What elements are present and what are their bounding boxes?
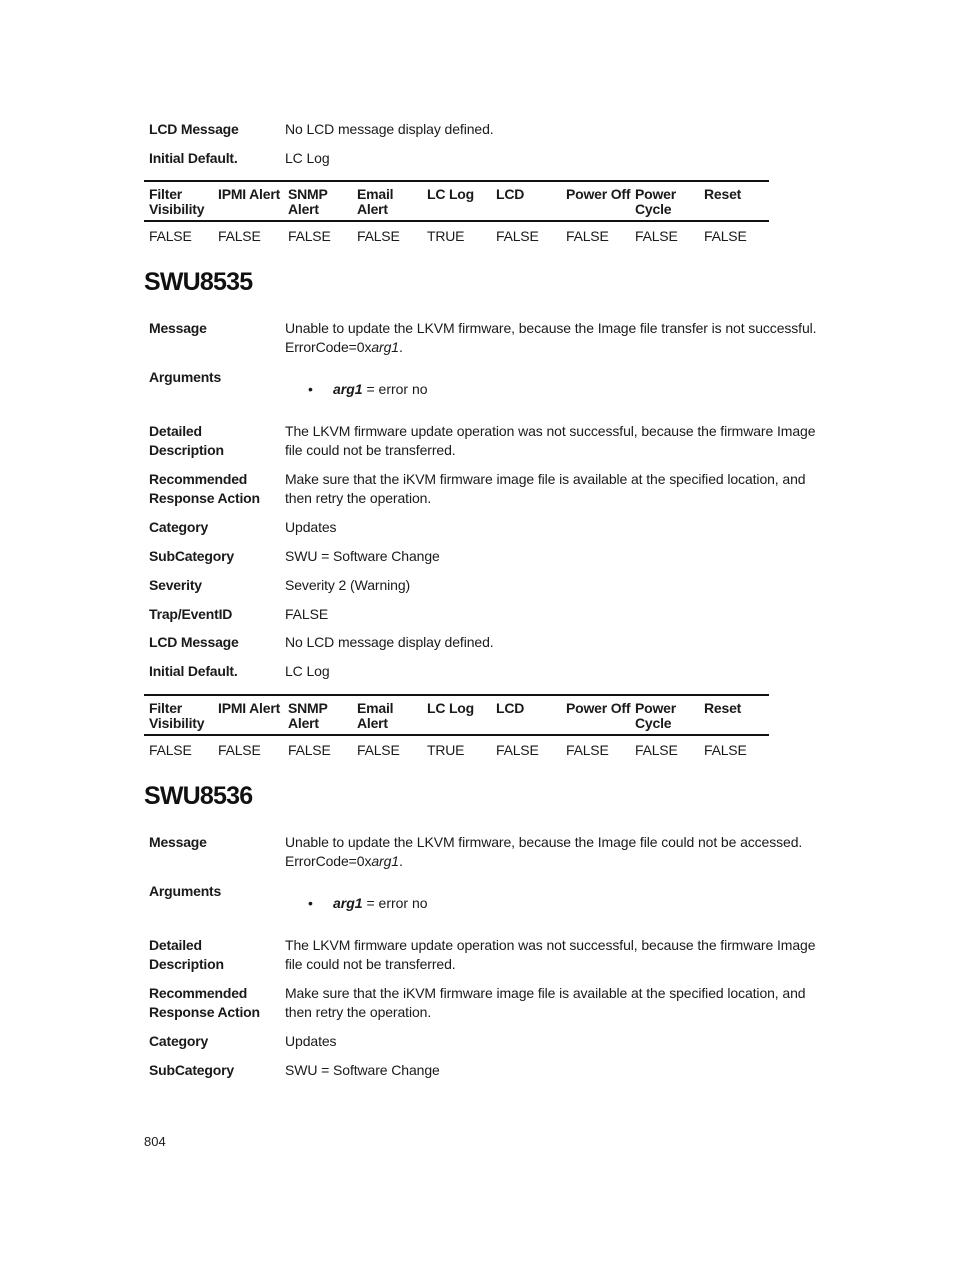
label: Initial Default.: [149, 663, 238, 679]
row-detailed-description: [149, 422, 819, 460]
row-recommended-action: [149, 470, 819, 508]
row-trap-eventid: [149, 605, 819, 624]
error-code-arg: arg1: [371, 339, 399, 355]
row-initial-default: [149, 662, 819, 681]
filter-value-cell: FALSE: [496, 742, 539, 758]
value: Updates: [285, 519, 337, 535]
section-title: SWU8535: [144, 268, 253, 296]
label: Category: [149, 1033, 209, 1049]
argument-item: [308, 380, 428, 399]
label: SubCategory: [149, 548, 234, 564]
argument-name: arg1: [333, 381, 363, 397]
filter-value-cell: FALSE: [288, 742, 331, 758]
filter-header-cell: Email Alert: [357, 186, 394, 217]
label: Detailed Description: [149, 423, 224, 458]
label: Category: [149, 519, 209, 535]
section-title: SWU8536: [144, 782, 253, 810]
label: Detailed Description: [149, 937, 224, 972]
filter-header-cell: Power Off: [566, 700, 631, 716]
label: Message: [149, 320, 207, 336]
filter-value-cell: FALSE: [704, 228, 747, 244]
argument-desc: = error no: [362, 895, 428, 911]
filter-header-cell: LC Log: [427, 700, 475, 716]
filter-value-cell: FALSE: [496, 228, 539, 244]
label: LCD Message: [149, 634, 239, 650]
filter-header-cell: Power Off: [566, 186, 631, 202]
row-arguments: [149, 882, 819, 901]
label: SubCategory: [149, 1062, 234, 1078]
value: SWU = Software Change: [285, 1062, 440, 1078]
row-arguments: [149, 368, 819, 387]
value: LC Log: [285, 150, 330, 166]
value: The LKVM firmware update operation was not successful, because the firmware Image file could not be transferred.: [285, 937, 816, 972]
error-code-suffix: .: [398, 339, 403, 355]
label: Severity: [149, 577, 202, 593]
error-code-prefix: ErrorCode=0x: [285, 339, 372, 355]
row-category: [149, 1032, 819, 1051]
filter-value-cell: FALSE: [635, 742, 678, 758]
value: No LCD message display defined.: [285, 634, 494, 650]
filter-value-cell: TRUE: [427, 742, 465, 758]
bullet-icon: •: [308, 381, 313, 397]
value: Updates: [285, 1033, 337, 1049]
page-number: 804: [144, 1134, 166, 1149]
filter-header-cell: LCD: [496, 700, 525, 716]
filter-table-header: [144, 694, 769, 736]
value: Make sure that the iKVM firmware image file is available at the specified location, and then retry the operation.: [285, 985, 806, 1020]
filter-table: [144, 694, 769, 766]
filter-header-cell: Power Cycle: [635, 700, 677, 731]
filter-value-cell: FALSE: [566, 228, 609, 244]
filter-header-cell: Reset: [704, 700, 742, 716]
label: LCD Message: [149, 121, 239, 137]
label: Recommended Response Action: [149, 471, 260, 506]
value: [285, 833, 819, 871]
label: Trap/EventID: [149, 606, 233, 622]
filter-value-cell: FALSE: [288, 228, 331, 244]
filter-header-cell: Filter Visibility: [149, 700, 205, 731]
filter-header-cell: IPMI Alert: [218, 186, 281, 202]
filter-table-row: [144, 222, 769, 252]
filter-value-cell: FALSE: [218, 228, 261, 244]
message-text: Unable to update the LKVM firmware, because the Image file could not be accessed.: [285, 834, 803, 850]
filter-value-cell: FALSE: [635, 228, 678, 244]
error-code-arg: arg1: [371, 853, 399, 869]
filter-header-cell: Filter Visibility: [149, 186, 205, 217]
value: LC Log: [285, 663, 330, 679]
value: Make sure that the iKVM firmware image file is available at the specified location, and then retry the operation.: [285, 471, 806, 506]
filter-header-cell: SNMP Alert: [288, 186, 328, 217]
row-category: [149, 518, 819, 537]
label: Arguments: [149, 369, 222, 385]
error-code-prefix: ErrorCode=0x: [285, 853, 372, 869]
value: Severity 2 (Warning): [285, 577, 411, 593]
filter-header-cell: Email Alert: [357, 700, 394, 731]
label: Arguments: [149, 883, 222, 899]
row-recommended-action: [149, 984, 819, 1022]
argument-name: arg1: [333, 895, 363, 911]
filter-value-cell: FALSE: [357, 742, 400, 758]
filter-header-cell: LC Log: [427, 186, 475, 202]
argument-item: [308, 894, 428, 913]
label: Recommended Response Action: [149, 985, 260, 1020]
filter-table-header: [144, 180, 769, 222]
filter-header-cell: Reset: [704, 186, 742, 202]
filter-value-cell: FALSE: [149, 742, 192, 758]
row-initial-default: [149, 149, 819, 168]
value: The LKVM firmware update operation was not successful, because the firmware Image file could not be transferred.: [285, 423, 816, 458]
bullet-icon: •: [308, 895, 313, 911]
row-subcategory: [149, 547, 819, 566]
filter-table-row: [144, 736, 769, 766]
value: SWU = Software Change: [285, 548, 440, 564]
error-code-suffix: .: [398, 853, 403, 869]
row-message: [149, 319, 819, 357]
filter-value-cell: TRUE: [427, 228, 465, 244]
filter-table: [144, 180, 769, 252]
argument-desc: = error no: [362, 381, 428, 397]
message-text: Unable to update the LKVM firmware, because the Image file transfer is not successful.: [285, 320, 817, 336]
filter-value-cell: FALSE: [357, 228, 400, 244]
filter-value-cell: FALSE: [704, 742, 747, 758]
filter-value-cell: FALSE: [566, 742, 609, 758]
row-lcd-message: [149, 633, 819, 652]
label: Initial Default.: [149, 150, 238, 166]
value: No LCD message display defined.: [285, 121, 494, 137]
row-subcategory: [149, 1061, 819, 1080]
row-message: [149, 833, 819, 871]
filter-header-cell: SNMP Alert: [288, 700, 328, 731]
row-detailed-description: [149, 936, 819, 974]
row-lcd-message: [149, 120, 819, 139]
filter-header-cell: IPMI Alert: [218, 700, 281, 716]
filter-value-cell: FALSE: [149, 228, 192, 244]
row-severity: [149, 576, 819, 595]
label: Message: [149, 834, 207, 850]
filter-header-cell: LCD: [496, 186, 525, 202]
filter-header-cell: Power Cycle: [635, 186, 677, 217]
value: FALSE: [285, 606, 329, 622]
value: [285, 319, 819, 357]
filter-value-cell: FALSE: [218, 742, 261, 758]
